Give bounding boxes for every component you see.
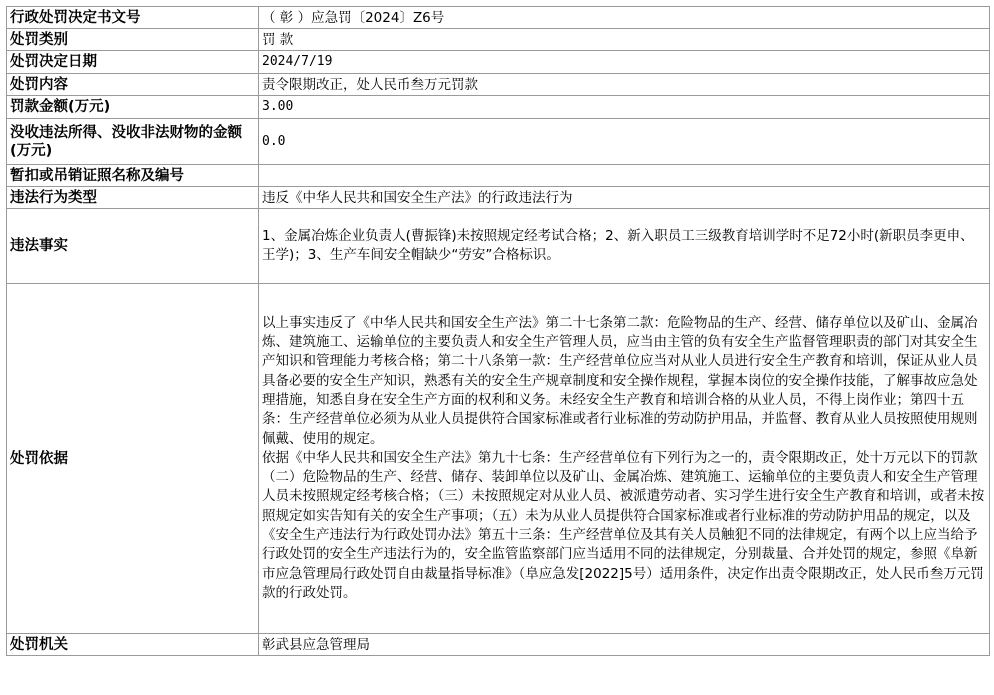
row-label-penalty-content: 处罚内容: [7, 74, 259, 96]
row-label-penalty-basis: 处罚依据: [7, 284, 259, 634]
row-label-decision-number: 行政处罚决定书文号: [7, 7, 259, 29]
table-row: [7, 96, 990, 119]
row-label-fine-amount: 罚款金额(万元): [7, 96, 259, 119]
row-value-violation-type: 违反《中华人民共和国安全生产法》的行政违法行为: [259, 187, 990, 209]
row-label-decision-date: 处罚决定日期: [7, 51, 259, 74]
table-row: [7, 187, 990, 209]
table-row: [7, 209, 990, 284]
row-label-confiscation-amount: 没收违法所得、没收非法财物的金额(万元): [7, 119, 259, 165]
table-row: [7, 119, 990, 165]
table-row: [7, 51, 990, 74]
table-row: [7, 634, 990, 656]
row-value-penalty-basis: [259, 284, 990, 634]
table-row: [7, 165, 990, 187]
row-label-penalty-authority: 处罚机关: [7, 634, 259, 656]
penalty-basis-paragraph: 依据《中华人民共和国安全生产法》第九十七条：生产经营单位有下列行为之一的，责令限期改正，处十万元以下的罚款（二）危险物品的生产、经营、储存、装卸单位以及矿山、金属冶炼、建筑施工、运输单位的主要负责人和安全生产管理人员未按照规定经考核合格；（三）未按照规定对从业人员、被派遣劳动者、实习学生进行安全生产教育和培训，或者未按照规定如实告知有关的安全生产事项；（五）未为从业人员提供符合国家标准或者行业标准的劳动防护用品的规定，以及《安全生产违法行为行政处罚办法》第五十三条：生产经营单位及其有关人员触犯不同的法律规定，有两个以上应当给予行政处罚的安全生产违法行为的，安全监管监察部门应当适用不同的法律规定，分别裁量、合并处罚的规定，参照《阜新市应急管理局行政处罚自由裁量指导标准》（阜应急发[2022]5号）适用条件，决定作出责令限期改正，处人民币叁万元罚款的行政处罚。: [262, 449, 985, 601]
row-value-license-revocation: [259, 165, 990, 187]
row-label-violation-type: 违法行为类型: [7, 187, 259, 209]
penalty-basis-paragraph: 以上事实违反了《中华人民共和国安全生产法》第二十七条第二款：危险物品的生产、经营、储存单位以及矿山、金属冶炼、建筑施工、运输单位的主要负责人和安全生产管理人员，应当由主管的负有安全生产监督管理职责的部门对其安全生产知识和管理能力考核合格；第二十八条第一款：生产经营单位应当对从业人员进行安全生产教育和培训，保证从业人员具备必要的安全生产知识，熟悉有关的安全生产规章制度和安全操作规程，掌握本岗位的安全操作技能，了解事故应急处理措施，知悉自身在安全生产方面的权利和义务。未经安全生产教育和培训合格的从业人员，不得上岗作业；第四十五条：生产经营单位必须为从业人员提供符合国家标准或者行业标准的劳动防护用品，并监督、教育从业人员按照使用规则佩戴、使用的规定。: [262, 314, 978, 447]
row-value-penalty-authority: 彰武县应急管理局: [259, 634, 990, 656]
table-row: [7, 7, 990, 29]
row-value-violation-facts: 1、金属冶炼企业负责人(曹振锋)未按照规定经考试合格；2、新入职员工三级教育培训学时不足72小时(新职员李更申、王学)；3、生产车间安全帽缺少“劳安”合格标识。: [259, 209, 990, 284]
row-value-penalty-content: 责令限期改正，处人民币叁万元罚款: [259, 74, 990, 96]
table-row: [7, 284, 990, 634]
table-row: [7, 74, 990, 96]
row-value-penalty-category: 罚 款: [259, 29, 990, 51]
table-row: [7, 29, 990, 51]
penalty-decision-table: [6, 6, 990, 656]
row-value-decision-date: 2024/7/19: [259, 51, 990, 74]
row-label-violation-facts: 违法事实: [7, 209, 259, 284]
row-label-license-revocation: 暂扣或吊销证照名称及编号: [7, 165, 259, 187]
row-value-decision-number: （ 彰 ）应急罚〔2024〕Z6号: [259, 7, 990, 29]
row-value-confiscation-amount: 0.0: [259, 119, 990, 165]
row-value-fine-amount: 3.00: [259, 96, 990, 119]
row-label-penalty-category: 处罚类别: [7, 29, 259, 51]
